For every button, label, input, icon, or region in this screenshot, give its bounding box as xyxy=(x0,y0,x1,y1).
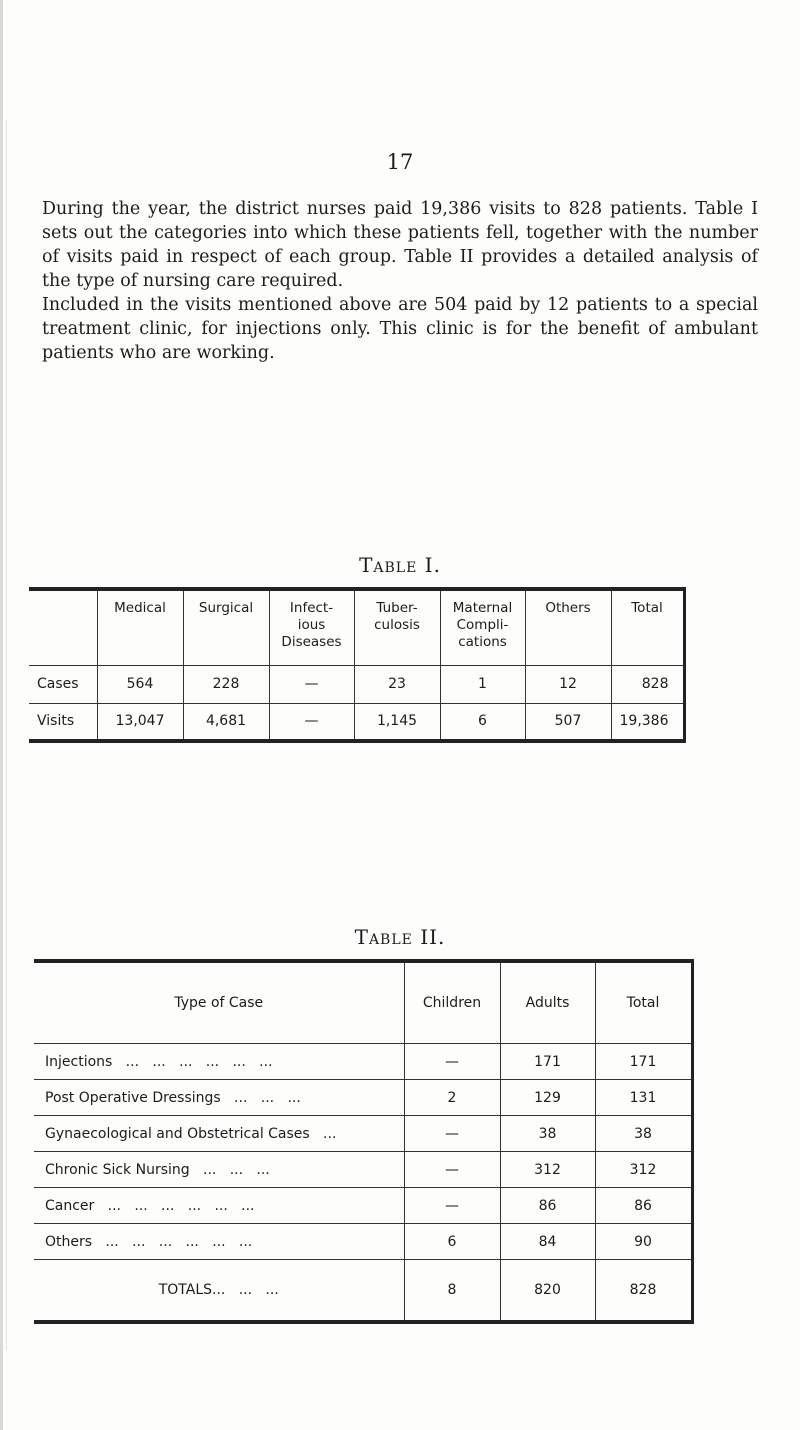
table-1-header-surgical: Surgical xyxy=(183,589,269,665)
page-number: 17 xyxy=(386,150,414,174)
table-1-header-row xyxy=(29,589,684,665)
cell-total: 19,386 xyxy=(611,703,684,741)
cell-total: 90 xyxy=(595,1224,692,1260)
table-row xyxy=(34,1116,692,1152)
clinic-paragraph: Included in the visits mentioned above are 504 paid by 12 patients to a special treatment clinic, for injections only. This clinic is for the benefit of ambulant patients who are working. xyxy=(42,295,758,363)
table-2-header-total: Total xyxy=(595,961,692,1044)
table-1-header-blank xyxy=(29,589,97,665)
table-2-header-row xyxy=(34,961,692,1044)
cell-children: — xyxy=(404,1044,500,1080)
table-1-row-cases xyxy=(29,665,684,703)
table-row xyxy=(34,1188,692,1224)
table-1-header-medical: Medical xyxy=(97,589,183,665)
row-label: Cases xyxy=(29,665,97,703)
table-2-header-type: Type of Case xyxy=(34,961,404,1044)
case-type: Others ... ... ... ... ... ... xyxy=(34,1224,404,1260)
cell-total: 312 xyxy=(595,1152,692,1188)
cell-medical: 13,047 xyxy=(97,703,183,741)
row-label: Visits xyxy=(29,703,97,741)
totals-label: TOTALS... ... ... xyxy=(34,1260,404,1323)
table-row xyxy=(34,1224,692,1260)
cell-adults: 129 xyxy=(500,1080,595,1116)
table-2-title: Table II. xyxy=(354,925,446,949)
table-1-header-others: Others xyxy=(525,589,611,665)
cell-children: 6 xyxy=(404,1224,500,1260)
cell-others: 507 xyxy=(525,703,611,741)
table-1-header-infectious: Infect- ious Diseases xyxy=(269,589,354,665)
cell-tuberculosis: 23 xyxy=(354,665,440,703)
totals-children: 8 xyxy=(404,1260,500,1323)
case-type: Chronic Sick Nursing ... ... ... xyxy=(34,1152,404,1188)
cell-total: 828 xyxy=(611,665,684,703)
table-2 xyxy=(34,959,694,1324)
intro-paragraph: During the year, the district nurses paid 19,386 visits to 828 patients. Table I sets out the categories into which these patients fell, together with the number of visits paid in respect of each group. Table II provides a detailed analysis of the type of nursing care required. xyxy=(42,199,758,291)
cell-surgical: 228 xyxy=(183,665,269,703)
cell-others: 12 xyxy=(525,665,611,703)
cell-total: 131 xyxy=(595,1080,692,1116)
cell-children: — xyxy=(404,1188,500,1224)
cell-children: — xyxy=(404,1152,500,1188)
table-1-header-total: Total xyxy=(611,589,684,665)
cell-maternal: 1 xyxy=(440,665,525,703)
cell-adults: 86 xyxy=(500,1188,595,1224)
cell-maternal: 6 xyxy=(440,703,525,741)
table-1-header-tuberculosis: Tuber- culosis xyxy=(354,589,440,665)
page-scan-edge-inner xyxy=(6,120,7,1350)
table-row xyxy=(34,1152,692,1188)
cell-infectious: — xyxy=(269,665,354,703)
cell-tuberculosis: 1,145 xyxy=(354,703,440,741)
cell-infectious: — xyxy=(269,703,354,741)
cell-children: 2 xyxy=(404,1080,500,1116)
case-type: Cancer ... ... ... ... ... ... xyxy=(34,1188,404,1224)
table-1-title: Table I. xyxy=(359,553,441,577)
cell-total: 171 xyxy=(595,1044,692,1080)
page-scan-edge xyxy=(0,0,3,1430)
table-1 xyxy=(29,587,686,743)
table-1-header-maternal: Maternal Compli- cations xyxy=(440,589,525,665)
totals-total: 828 xyxy=(595,1260,692,1323)
cell-adults: 171 xyxy=(500,1044,595,1080)
cell-medical: 564 xyxy=(97,665,183,703)
case-type: Injections ... ... ... ... ... ... xyxy=(34,1044,404,1080)
cell-adults: 38 xyxy=(500,1116,595,1152)
case-type: Post Operative Dressings ... ... ... xyxy=(34,1080,404,1116)
cell-total: 38 xyxy=(595,1116,692,1152)
cell-total: 86 xyxy=(595,1188,692,1224)
table-2-header-adults: Adults xyxy=(500,961,595,1044)
table-1-row-visits xyxy=(29,703,684,741)
cell-children: — xyxy=(404,1116,500,1152)
table-row xyxy=(34,1044,692,1080)
case-type: Gynaecological and Obstetrical Cases ... xyxy=(34,1116,404,1152)
table-2-header-children: Children xyxy=(404,961,500,1044)
cell-surgical: 4,681 xyxy=(183,703,269,741)
cell-adults: 312 xyxy=(500,1152,595,1188)
table-row xyxy=(34,1080,692,1116)
table-2-totals-row xyxy=(34,1260,692,1323)
cell-adults: 84 xyxy=(500,1224,595,1260)
totals-adults: 820 xyxy=(500,1260,595,1323)
